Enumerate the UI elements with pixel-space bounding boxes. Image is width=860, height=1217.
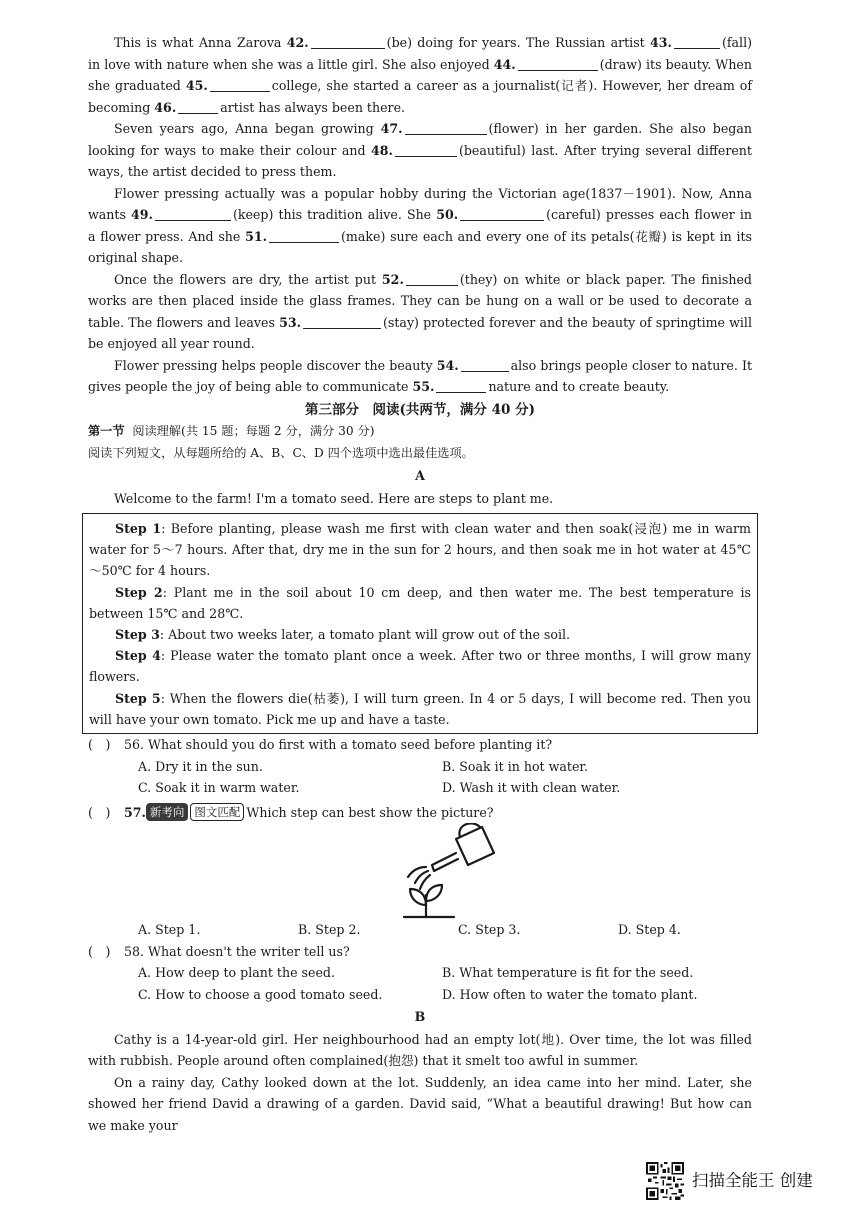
- option-b[interactable]: B. Soak it in hot water.: [442, 758, 589, 774]
- blank-42[interactable]: [311, 34, 385, 49]
- question-56-options: [88, 756, 752, 799]
- option-c[interactable]: C. Soak it in warm water.: [138, 780, 300, 796]
- watering-can-icon: [398, 823, 498, 919]
- text: (careful) presses each flower in a flower press. And she: [88, 207, 752, 244]
- passage-a-label: A: [415, 468, 425, 483]
- blank-44[interactable]: [518, 56, 598, 71]
- blank-number-48: 48.: [371, 142, 393, 158]
- blank-number-47: 47.: [380, 121, 403, 136]
- step-5: [89, 688, 751, 730]
- question-58-options: [88, 962, 752, 1005]
- blank-54[interactable]: [461, 357, 509, 372]
- text: (fall) in love with nature when she was a little girl. She also enjoyed: [88, 35, 753, 72]
- text: also brings people closer to nature. It gives people the joy of being able to communicate: [88, 357, 752, 394]
- option-c[interactable]: C. Step 3.: [458, 922, 521, 938]
- option-d[interactable]: D. Wash it with clean water.: [442, 780, 621, 796]
- question-56: [88, 734, 752, 756]
- option-a[interactable]: A. Dry it in the sun.: [138, 758, 263, 774]
- text: (keep) this tradition alive. She: [232, 207, 437, 222]
- text: Once the flowers are dry, the artist put: [114, 271, 382, 287]
- text: (make) sure each and every one of its petals(花瓣) is kept in its original shape.: [88, 228, 752, 265]
- step-text: : Before planting, please wash me first with clean water and then soak(浸泡) me in warm water for 5～7 hours. After that, dry me in the sun for 2 hours, and then soak me in hot water at 45℃～50℃ for 4 hours.: [89, 521, 751, 579]
- cloze-paragraph-5: [88, 355, 752, 398]
- blank-number-46: 46.: [154, 99, 177, 115]
- passage-b-paragraph-1: Cathy is a 14-year-old girl. Her neighbourhood had an empty lot(地). Over time, the lot was filled with rubbish. People around often complained(抱怨) that it smelt too awful in summer.: [88, 1031, 752, 1069]
- blank-48[interactable]: [395, 142, 457, 157]
- blank-50[interactable]: [460, 206, 544, 221]
- text: Flower pressing helps people discover the beauty: [114, 357, 437, 373]
- option-b[interactable]: B. What temperature is fit for the seed.: [442, 965, 694, 981]
- text: (stay) protected forever and the beauty of springtime will be enjoyed all year round.: [88, 314, 752, 351]
- text: (draw) its beauty. When she graduated: [88, 56, 752, 93]
- step-label: Step 3: [115, 627, 160, 643]
- question-56-stem: 56. What should you do first with a tomato seed before planting it?: [124, 737, 553, 753]
- scanner-watermark: [646, 1162, 813, 1200]
- step-4: [89, 645, 751, 687]
- answer-bracket-57[interactable]: ( ): [88, 804, 111, 820]
- option-d[interactable]: D. Step 4.: [618, 922, 681, 938]
- step-label: Step 5: [115, 690, 161, 706]
- blank-53[interactable]: [303, 314, 381, 329]
- step-label: Step 4: [115, 648, 161, 664]
- blank-49[interactable]: [155, 206, 231, 221]
- blank-number-45: 45.: [185, 78, 208, 93]
- blank-number-50: 50.: [436, 207, 459, 222]
- step-2: [89, 582, 751, 624]
- qr-code-icon: [646, 1162, 684, 1200]
- text: (flower) in her garden. She also began looking for ways to make their colour and: [88, 121, 752, 158]
- text: Flower pressing actually was a popular hobby during the Victorian age(1837－1901). Now, Anna wants: [88, 185, 752, 222]
- blank-number-51: 51.: [245, 228, 267, 244]
- answer-bracket-56[interactable]: ( ): [88, 737, 111, 753]
- step-text: : When the flowers die(枯萎), I will turn green. In 4 or 5 days, I will become red. Then you will have your own tomato. Pick me up and have a taste.: [89, 690, 751, 727]
- option-d[interactable]: D. How often to water the tomato plant.: [442, 986, 698, 1002]
- section1-label: 第一节: [88, 424, 125, 438]
- answer-bracket-58[interactable]: ( ): [88, 943, 111, 959]
- text: (be) doing for years. The Russian artist: [386, 35, 651, 50]
- watermark-text: 扫描全能王 创建: [692, 1171, 813, 1191]
- passage-b-paragraph-2: On a rainy day, Cathy looked down at the lot. Suddenly, an idea came into her mind. Later, she showed her friend David a drawing of a garden. David said, “What a beautiful drawing! But how can we make your: [88, 1074, 752, 1133]
- blank-number-53: 53.: [279, 314, 301, 330]
- text: nature and to create beauty.: [488, 379, 670, 394]
- option-a[interactable]: A. How deep to plant the seed.: [138, 965, 335, 981]
- text: (beautiful) last. After trying several different ways, the artist decided to press them.: [88, 142, 752, 179]
- blank-51[interactable]: [269, 228, 339, 243]
- option-c[interactable]: C. How to choose a good tomato seed.: [138, 986, 383, 1002]
- blank-number-52: 52.: [381, 271, 404, 287]
- step-label: Step 1: [115, 521, 162, 536]
- cloze-paragraph-1: [88, 32, 752, 118]
- text: artist has always been there.: [220, 99, 406, 115]
- blank-number-55: 55.: [412, 379, 435, 394]
- blank-number-44: 44.: [493, 56, 516, 72]
- blank-number-49: 49.: [131, 207, 153, 222]
- question-57-stem-wrap: [124, 802, 494, 824]
- picture-match-tag: 图文匹配: [190, 803, 244, 821]
- option-a[interactable]: A. Step 1.: [138, 922, 201, 938]
- text: Seven years ago, Anna began growing: [114, 121, 381, 136]
- section1-instruction: 阅读下列短文，从每题所给的 A、B、C、D 四个选项中选出最佳选项。: [88, 445, 474, 460]
- blank-55[interactable]: [436, 378, 486, 393]
- blank-46[interactable]: [178, 99, 218, 114]
- question-58: [88, 941, 752, 963]
- question-57-options: [88, 919, 752, 941]
- section1-heading: [88, 421, 752, 443]
- question-57-stem: Which step can best show the picture?: [246, 804, 494, 820]
- text: (they) on white or black paper. The finished works are then placed inside the glass frames. They can be hung on a wall or be used to decorate a table. The flowers and leaves: [88, 271, 752, 330]
- option-b[interactable]: B. Step 2.: [298, 922, 361, 938]
- step-3: [89, 624, 751, 645]
- step-text: : Please water the tomato plant once a week. After two or three months, I will grow many flowers.: [89, 648, 751, 685]
- passage-a-intro: Welcome to the farm! I'm a tomato seed. Here are steps to plant me.: [114, 490, 554, 506]
- cloze-paragraph-2: [88, 118, 752, 183]
- question-58-stem: 58. What doesn't the writer tell us?: [124, 943, 350, 959]
- question-57-number: 57.: [124, 804, 146, 820]
- step-1: [89, 518, 751, 582]
- blank-45[interactable]: [210, 77, 270, 92]
- part3-title: 第三部分 阅读(共两节，满分 40 分): [305, 401, 535, 418]
- text: This is what Anna Zarova: [114, 35, 287, 50]
- blank-number-43: 43.: [650, 35, 672, 50]
- blank-number-54: 54.: [436, 357, 459, 373]
- new-trend-tag: 新考向: [146, 803, 189, 821]
- blank-number-42: 42.: [286, 35, 309, 50]
- steps-box: [82, 513, 758, 734]
- cloze-paragraph-4: [88, 269, 752, 355]
- question-57: [88, 802, 752, 824]
- step-text: : About two weeks later, a tomato plant will grow out of the soil.: [159, 627, 571, 643]
- text: college, she started a career as a journalist(记者). However, her dream of becoming: [88, 78, 752, 115]
- step-label: Step 2: [115, 584, 163, 600]
- step-text: : Plant me in the soil about 10 cm deep, and then water me. The best temperature is between 15℃ and 28℃.: [89, 584, 751, 621]
- passage-b-label: B: [414, 1009, 426, 1025]
- cloze-paragraph-3: [88, 183, 752, 269]
- blank-47[interactable]: [405, 120, 487, 135]
- blank-52[interactable]: [406, 271, 458, 286]
- exam-page: [88, 32, 752, 1136]
- watering-plant-picture: [144, 823, 752, 919]
- blank-43[interactable]: [674, 34, 720, 49]
- section1-title: 阅读理解(共 15 题；每题 2 分，满分 30 分): [132, 424, 375, 438]
